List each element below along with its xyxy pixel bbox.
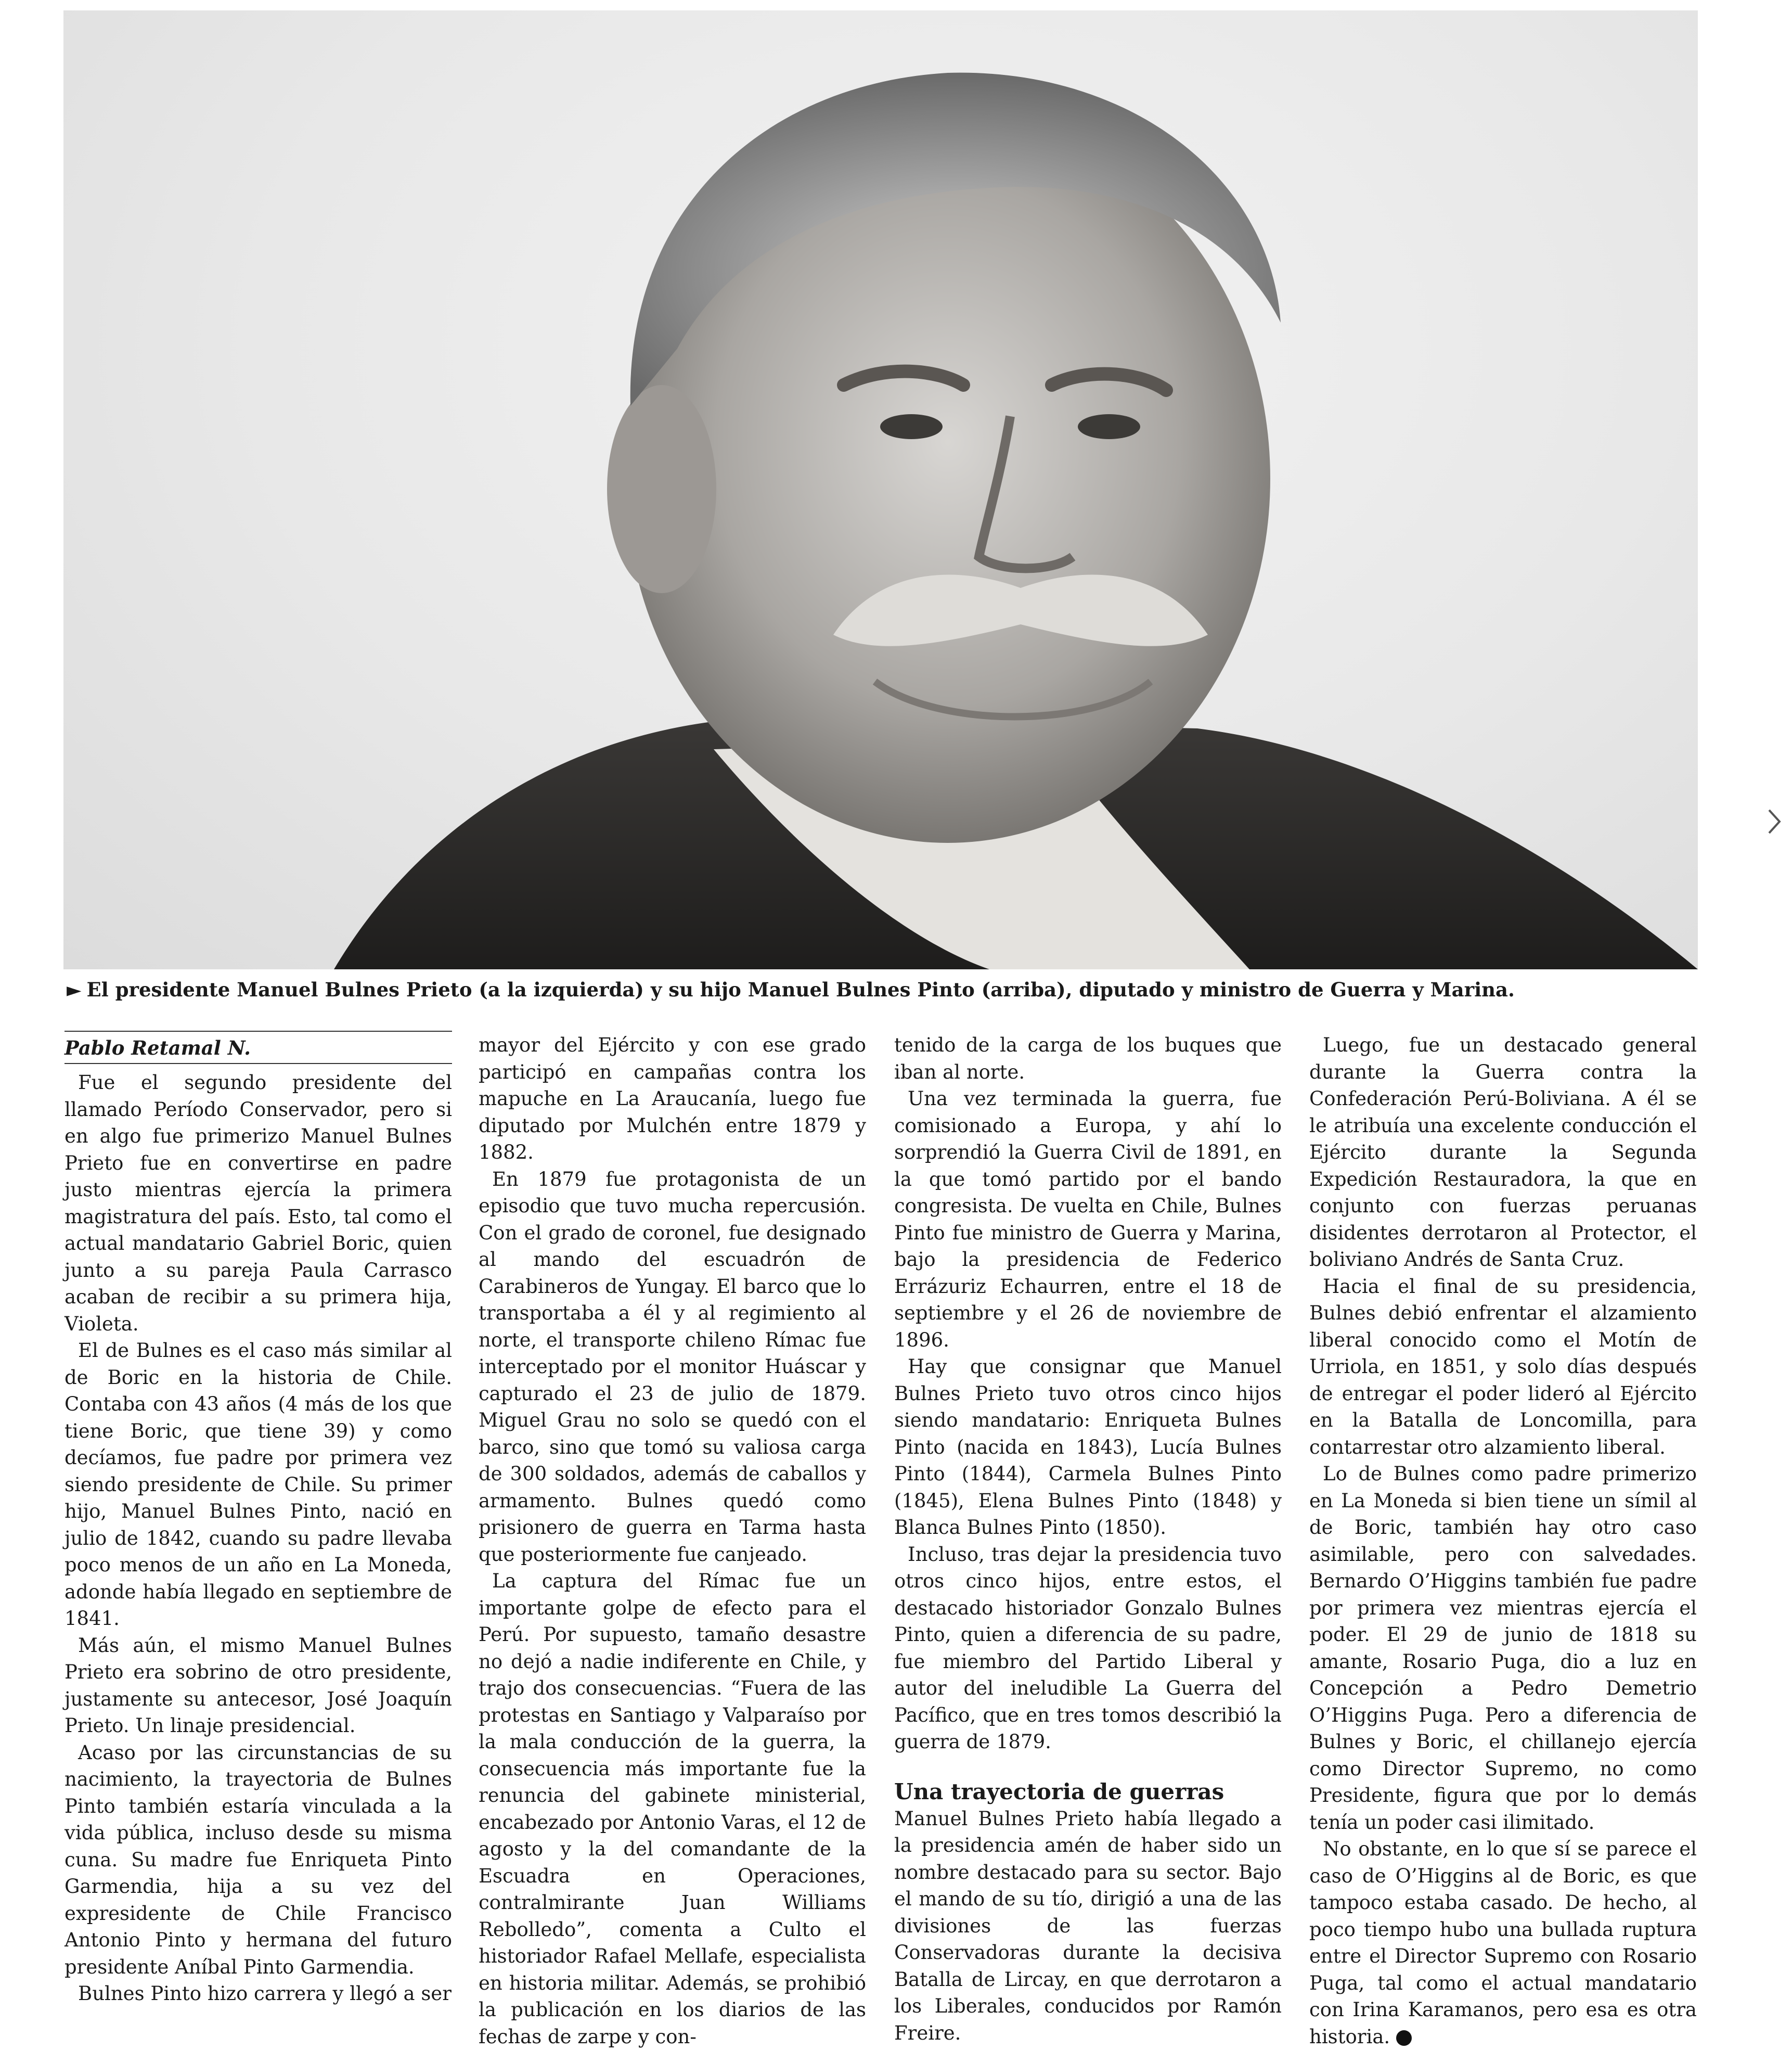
portrait-photo	[63, 10, 1698, 969]
section-subheading: Una trayectoria de guerras	[894, 1778, 1224, 1804]
end-mark-icon	[1396, 2030, 1412, 2046]
caption-arrow-icon: ►	[67, 979, 82, 1001]
paragraph: tenido de la carga de los buques que iban al norte.	[894, 1034, 1282, 1083]
article-column-1	[65, 1028, 452, 2007]
paragraph: Hacia el final de su presidencia, Bulnes debió enfrentar el alzamiento liberal conocido como el Motín de Urriola, en 1851, y solo días después de entregar el poder lideró al Ejército en la Batalla de Loncomilla, para contarrestar otro alzamiento liberal.	[1309, 1275, 1697, 1458]
paragraph: La captura del Rímac fue un importante golpe de efecto para el Perú. Por supuesto, tamaño desastre no dejó a nadie indiferente en Chile, y trajo dos consecuencias. “Fuera de las protestas en Santiago y Valparaíso por la mala conducción de la guerra, la consecuencia más importante fue la renuncia del gabinete ministerial, encabezado por Antonio Varas, el 12 de agosto y la del comandante de la Escuadra en Operaciones, contralmirante Juan Williams Rebolledo”, comenta a Culto el historiador Rafael Mellafe, especialista en historia militar. Además, se prohibió la publicación en los diarios de las fechas de zarpe y con-	[479, 1570, 866, 2048]
paragraph: Fue el segundo presidente del llamado Período Conservador, pero si en algo fue primerizo Manuel Bulnes Prieto fue en convertirse en padre justo mientras ejercía la primera magistratura del país. Esto, tal como el actual mandatario Gabriel Boric, quien junto a su pareja Paula Carrasco acaban de recibir a su primera hija, Violeta.	[65, 1071, 452, 1335]
paragraph: Manuel Bulnes Prieto había llegado a la presidencia amén de haber sido un nombre destacado para su sector. Bajo el mando de su tío, dirigió a una de las divisiones de las fuerzas Conservadoras durante la decisiva Batalla de Lircay, en que derrotaron a los Liberales, conducidos por Ramón Freire.	[894, 1807, 1282, 2044]
paragraph: El de Bulnes es el caso más similar al de Boric en la historia de Chile. Contaba con 43 años (4 más de los que tiene Boric, que tiene 39) y como decíamos, fue padre por primera vez siendo presidente de Chile. Su primer hijo, Manuel Bulnes Pinto, nació en julio de 1842, cuando su padre llevaba poco menos de un año en La Moneda, adonde había llegado en septiembre de 1841.	[65, 1339, 452, 1630]
paragraph: mayor del Ejército y con ese grado participó en campañas contra los mapuche en La Araucanía, luego fue diputado por Mulchén entre 1879 y 1882.	[479, 1034, 866, 1163]
paragraph: Bulnes Pinto hizo carrera y llegó a ser	[78, 1982, 452, 2005]
paragraph: Incluso, tras dejar la presidencia tuvo otros cinco hijos, entre estos, el destacado historiador Gonzalo Bulnes Pinto, quien a diferencia de su padre, fue miembro del Partido Liberal y autor del ineludible La Guerra del Pacífico, que en tres tomos describió la guerra de 1879.	[894, 1543, 1282, 1753]
paragraph: Más aún, el mismo Manuel Bulnes Prieto era sobrino de otro presidente, justamente su antecesor, José Joaquín Prieto. Un linaje presidencial.	[65, 1634, 452, 1737]
portrait-illustration	[63, 10, 1698, 969]
chevron-right-icon	[1766, 807, 1783, 836]
final-paragraph-text: No obstante, en lo que sí se parece el caso de O’Higgins al de Boric, es que tampoco estaba casado. De hecho, al poco tiempo hubo una bullada ruptura entre el Director Supremo con Rosario Puga, tal como el actual mandatario con Irina Karamanos, pero esa es otra historia.	[1309, 1838, 1697, 2048]
paragraph: Luego, fue un destacado general durante la Guerra contra la Confederación Perú-Boliviana. A él se le atribuía una excelente conducción el Ejército durante la Segunda Expedición Restauradora, la que en conjunto con fuerzas peruanas disidentes derrotaron al Protector, el boliviano Andrés de Santa Cruz.	[1309, 1034, 1697, 1271]
paragraph-final	[1309, 1836, 1697, 2050]
paragraph: En 1879 fue protagonista de un episodio que tuvo mucha repercusión. Con el grado de coronel, fue designado al mando del escuadrón de Carabineros de Yungay. El barco que lo transportaba a él y al regimiento al norte, el transporte chileno Rímac fue interceptado por el monitor Huáscar y capturado el 23 de julio de 1879. Miguel Grau no solo se quedó con el barco, sino que tomó su valiosa carga de 300 soldados, además de caballos y armamento. Bulnes quedó como prisionero de guerra en Tarma hasta que posteriormente fue canjeado.	[479, 1168, 866, 1566]
paragraph: Una vez terminada la guerra, fue comisionado a Europa, y ahí lo sorprendió la Guerra Civil de 1891, en la que tomó partido por el bando congresista. De vuelta en Chile, Bulnes Pinto fue ministro de Guerra y Marina, bajo la presidencia de Federico Errázuriz Echaurren, entre el 18 de septiembre y el 26 de noviembre de 1896.	[894, 1087, 1282, 1351]
paragraph: Lo de Bulnes como padre primerizo en La Moneda si bien tiene un símil al de Boric, también hay otro caso asimilable, pero con salvedades. Bernardo O’Higgins también fue padre por primera vez mientras ejercía el poder. El 29 de junio de 1818 su amante, Rosario Puga, dio a luz en Concepción a Pedro Demetrio O’Higgins Puga. Pero a diferencia de Bulnes y Boric, el chillanejo ejercía como Director Supremo, no como Presidente, figura que por lo demás tenía un poder casi ilimitado.	[1309, 1463, 1697, 1834]
paragraph: Hay que consignar que Manuel Bulnes Prieto tuvo otros cinco hijos siendo mandatario: Enriqueta Bulnes Pinto (nacida en 1843), Lucía Bulnes Pinto (1844), Carmela Bulnes Pinto (1845), Elena Bulnes Pinto (1848) y Blanca Bulnes Pinto (1850).	[894, 1355, 1282, 1539]
paragraph: Acaso por las circunstancias de su nacimiento, la trayectoria de Bulnes Pinto también estaría vinculada a la vida pública, incluso desde su misma cuna. Su madre fue Enriqueta Pinto Garmendia, hija a su vez del expresidente de Chile Francisco Antonio Pinto y hermana del futuro presidente Aníbal Pinto Garmendia.	[65, 1741, 452, 1978]
next-image-button[interactable]	[1761, 799, 1788, 844]
article-column-3	[894, 1032, 1282, 2046]
article-column-4	[1309, 1032, 1697, 2050]
caption-text: El presidente Manuel Bulnes Prieto (a la izquierda) y su hijo Manuel Bulnes Pinto (arriba), diputado y ministro de Guerra y Marina.	[86, 978, 1515, 1001]
article-column-2	[479, 1032, 866, 2050]
photo-caption	[67, 974, 1700, 1006]
author-byline: Pablo Retamal N.	[65, 1031, 452, 1064]
